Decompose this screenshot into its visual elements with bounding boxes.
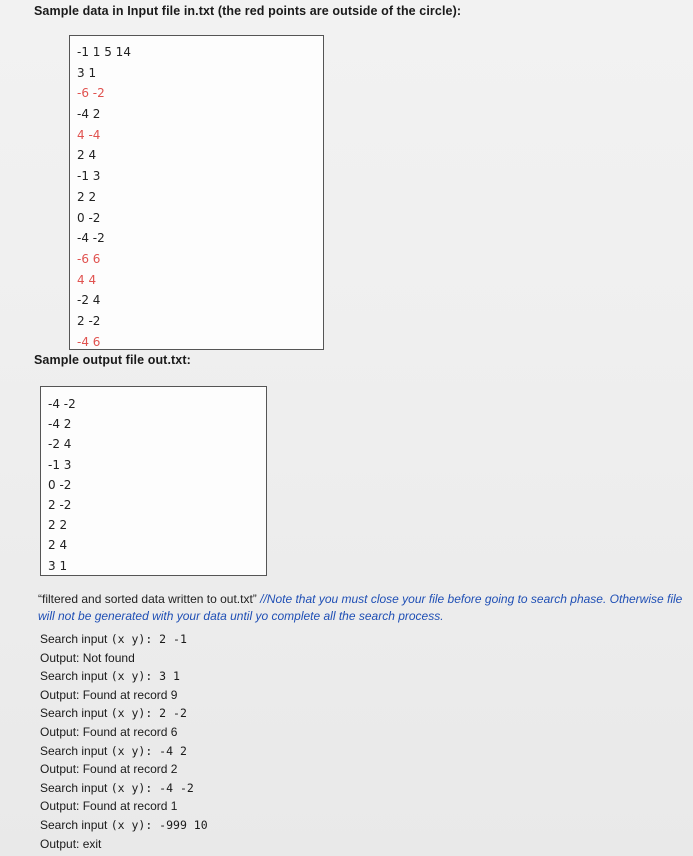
session-value: (x y): -4 -2	[110, 780, 194, 795]
output-point: -1 3	[48, 457, 72, 472]
search-input-line	[40, 779, 440, 798]
input-point-outside: -6 -2	[77, 86, 105, 101]
session-value: Found at record 2	[82, 762, 178, 777]
search-output-line	[40, 723, 440, 742]
session-label: Output:	[40, 687, 83, 702]
session-value: (x y): 2 -2	[110, 706, 187, 721]
session-value: Found at record 9	[82, 687, 178, 702]
search-output-line	[40, 835, 440, 854]
search-output-line	[40, 686, 440, 705]
input-point: -1 1 5 14	[77, 45, 131, 59]
session-label: Search input	[40, 743, 111, 758]
output-point: 0 -2	[48, 477, 72, 492]
input-point-outside: -4 6	[77, 334, 101, 349]
session-label: Output:	[40, 762, 83, 777]
input-point-outside: 4 -4	[77, 127, 101, 142]
session-value: Not found	[82, 650, 135, 665]
session-label: Search input	[40, 632, 111, 646]
search-input-line	[40, 630, 440, 649]
session-label: Search input	[40, 780, 111, 795]
output-point: 2 -2	[48, 497, 72, 512]
output-point: 2 2	[48, 518, 68, 533]
session-value: Found at record 6	[82, 724, 178, 739]
input-point-outside: -6 6	[77, 251, 101, 266]
input-point: 2 2	[77, 189, 97, 204]
input-point-outside: 4 4	[77, 272, 97, 287]
session-value: Found at record 1	[82, 799, 178, 814]
search-input-line	[40, 704, 440, 723]
note-paragraph	[38, 591, 688, 625]
session-value: (x y): 2 -1	[110, 632, 187, 646]
search-output-line	[40, 797, 440, 816]
output-point: -2 4	[48, 437, 72, 452]
session-label: Search input	[40, 669, 111, 684]
input-file-heading: Sample data in Input file in.txt (the red points are outside of the circle):	[34, 4, 462, 18]
session-value: (x y): -999 10	[110, 817, 208, 832]
input-point: 3 1	[77, 65, 97, 80]
input-point: 2 -2	[77, 313, 101, 328]
search-input-line	[40, 742, 440, 761]
input-point: -4 -2	[77, 231, 105, 246]
search-output-line	[40, 760, 440, 779]
input-point: -1 3	[77, 169, 101, 184]
session-value: (x y): -4 2	[110, 743, 187, 758]
input-point: 2 4	[77, 148, 97, 163]
output-point: -4 2	[48, 417, 72, 432]
search-session	[40, 630, 440, 853]
session-label: Output:	[40, 724, 83, 739]
session-label: Search input	[40, 706, 111, 721]
input-point: -4 2	[77, 107, 101, 122]
output-point: 3 1	[48, 558, 68, 573]
session-label: Search input	[40, 817, 111, 832]
input-file-box	[69, 35, 324, 350]
session-label: Output:	[40, 836, 83, 851]
output-file-heading: Sample output file out.txt:	[34, 353, 191, 367]
session-value: (x y): 3 1	[110, 669, 180, 684]
session-value: exit	[82, 836, 102, 851]
search-input-line	[40, 816, 440, 835]
search-input-line	[40, 667, 440, 686]
input-point: 0 -2	[77, 210, 101, 225]
note-quote: “filtered and sorted data written to out.txt”	[38, 592, 257, 606]
search-output-line	[40, 649, 440, 668]
output-point: -4 -2	[48, 397, 76, 411]
session-label: Output:	[40, 799, 83, 814]
input-point: -2 4	[77, 293, 101, 308]
session-label: Output:	[40, 650, 83, 665]
output-file-box	[40, 386, 267, 576]
note-comment: //Note that you must close your file before going to search phase. Otherwise file will not be generated with your data until yo complete all the search process.	[38, 592, 683, 623]
output-point: 2 4	[48, 538, 68, 553]
